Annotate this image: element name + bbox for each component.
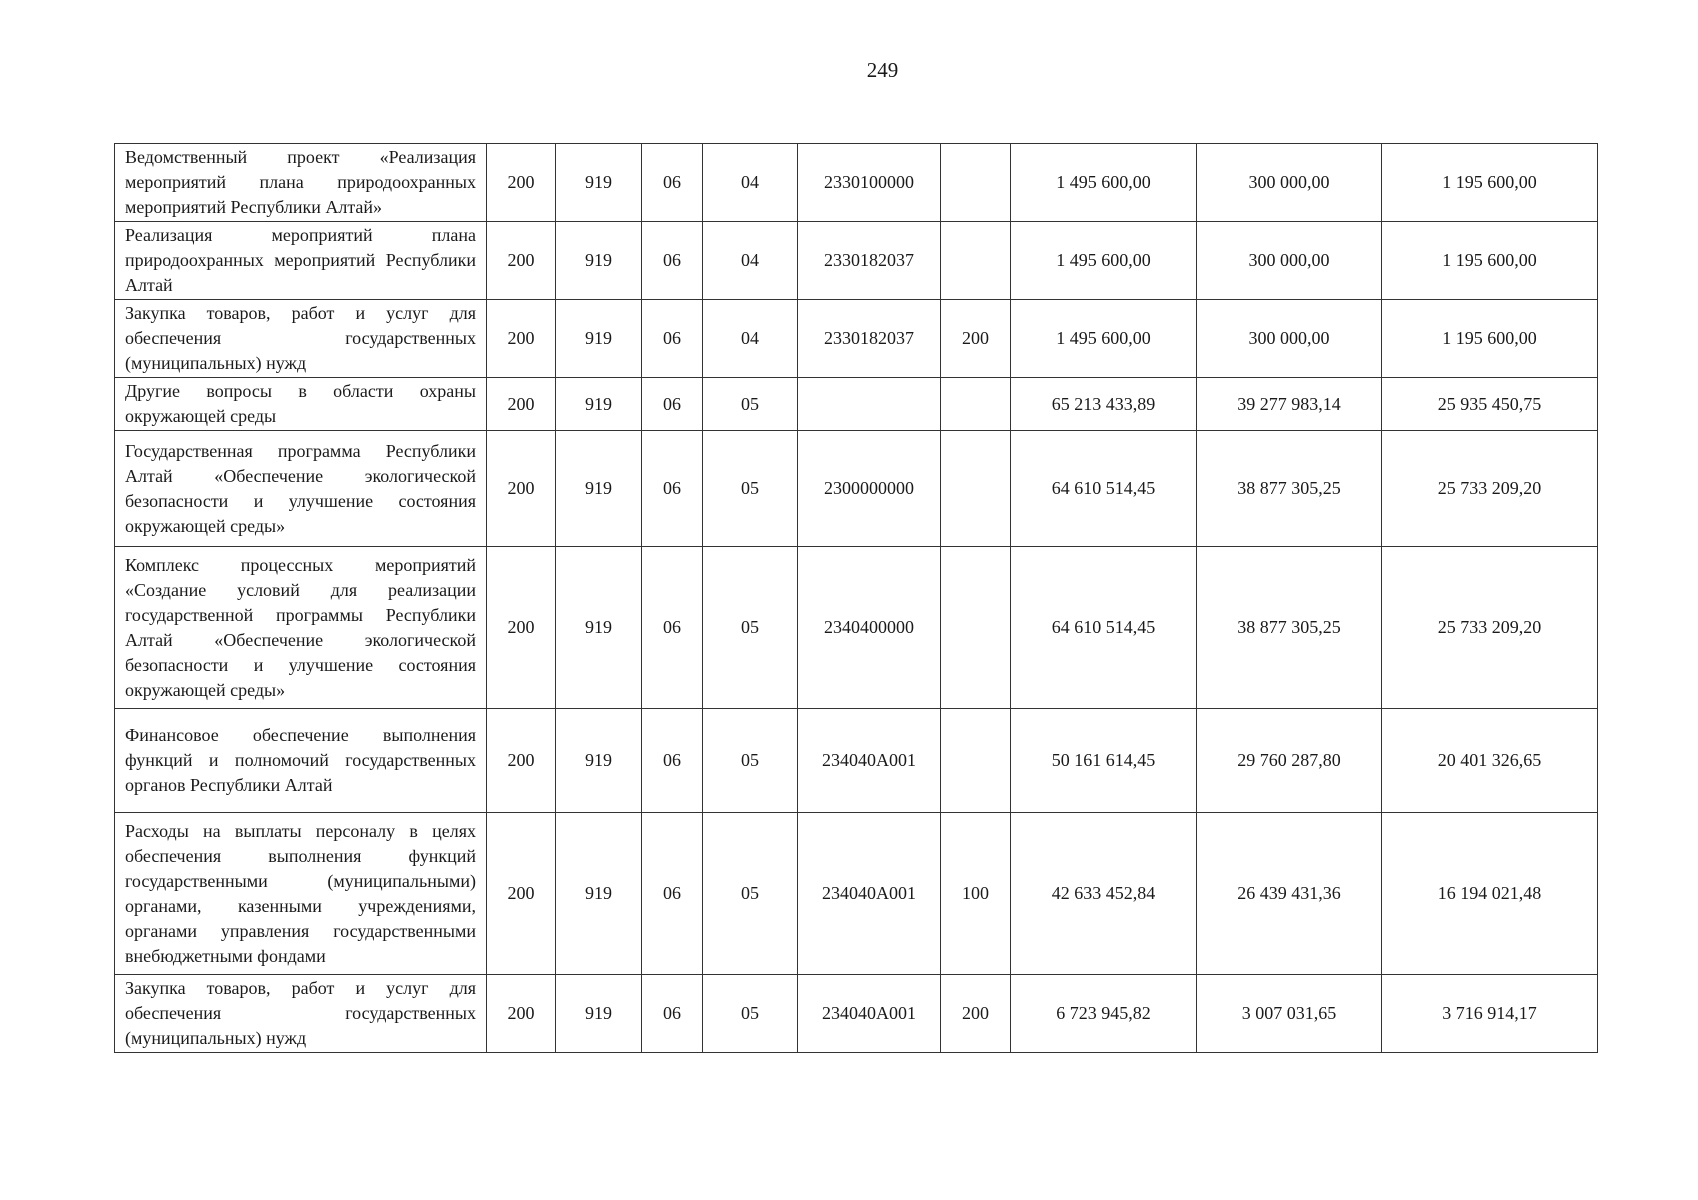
row-code-2: 919 <box>556 813 642 975</box>
row-amount-3: 1 195 600,00 <box>1382 222 1598 300</box>
table-row <box>115 431 1598 547</box>
row-amount-2: 300 000,00 <box>1197 222 1382 300</box>
row-description: Государственная программа Республики Алтай «Обеспечение экологической безопасности и улучшение состояния окружающей среды» <box>115 431 487 547</box>
row-code-1: 200 <box>487 709 556 813</box>
row-code-1: 200 <box>487 222 556 300</box>
row-amount-3: 25 733 209,20 <box>1382 431 1598 547</box>
row-section: 06 <box>642 144 703 222</box>
table-row <box>115 813 1598 975</box>
row-amount-total: 64 610 514,45 <box>1011 431 1197 547</box>
row-code-1: 200 <box>487 144 556 222</box>
row-subsection: 05 <box>703 709 798 813</box>
row-amount-total: 65 213 433,89 <box>1011 378 1197 431</box>
row-amount-total: 42 633 452,84 <box>1011 813 1197 975</box>
row-section: 06 <box>642 222 703 300</box>
row-amount-total: 6 723 945,82 <box>1011 975 1197 1053</box>
row-code-2: 919 <box>556 547 642 709</box>
row-description: Закупка товаров, работ и услуг для обеспечения государственных (муниципальных) нужд <box>115 975 487 1053</box>
row-description: Другие вопросы в области охраны окружающей среды <box>115 378 487 431</box>
row-expense-type: 200 <box>941 975 1011 1053</box>
row-expense-type: 100 <box>941 813 1011 975</box>
row-amount-total: 1 495 600,00 <box>1011 222 1197 300</box>
budget-table <box>114 143 1598 1053</box>
row-expense-type: 200 <box>941 300 1011 378</box>
page-number: 249 <box>866 58 899 82</box>
row-description: Реализация мероприятий плана природоохранных мероприятий Республики Алтай <box>115 222 487 300</box>
row-section: 06 <box>642 547 703 709</box>
row-code-2: 919 <box>556 222 642 300</box>
row-description: Финансовое обеспечение выполнения функций и полномочий государственных органов Республики Алтай <box>115 709 487 813</box>
row-amount-3: 1 195 600,00 <box>1382 144 1598 222</box>
row-amount-2: 39 277 983,14 <box>1197 378 1382 431</box>
row-target-article: 2330182037 <box>798 222 941 300</box>
table-row <box>115 378 1598 431</box>
row-amount-total: 64 610 514,45 <box>1011 547 1197 709</box>
row-target-article: 2300000000 <box>798 431 941 547</box>
row-code-1: 200 <box>487 378 556 431</box>
row-amount-2: 38 877 305,25 <box>1197 547 1382 709</box>
table-row <box>115 547 1598 709</box>
row-target-article <box>798 378 941 431</box>
row-amount-3: 25 935 450,75 <box>1382 378 1598 431</box>
table-row <box>115 144 1598 222</box>
row-amount-total: 1 495 600,00 <box>1011 144 1197 222</box>
table-body <box>115 144 1598 1053</box>
row-subsection: 05 <box>703 975 798 1053</box>
row-description: Ведомственный проект «Реализация мероприятий плана природоохранных мероприятий Республики Алтай» <box>115 144 487 222</box>
row-amount-2: 26 439 431,36 <box>1197 813 1382 975</box>
row-amount-2: 300 000,00 <box>1197 144 1382 222</box>
row-code-2: 919 <box>556 709 642 813</box>
row-description: Закупка товаров, работ и услуг для обеспечения государственных (муниципальных) нужд <box>115 300 487 378</box>
table-row <box>115 709 1598 813</box>
row-section: 06 <box>642 975 703 1053</box>
row-section: 06 <box>642 709 703 813</box>
row-section: 06 <box>642 378 703 431</box>
row-code-1: 200 <box>487 975 556 1053</box>
row-code-1: 200 <box>487 813 556 975</box>
row-target-article: 2330182037 <box>798 300 941 378</box>
row-amount-total: 50 161 614,45 <box>1011 709 1197 813</box>
row-subsection: 04 <box>703 222 798 300</box>
row-amount-3: 20 401 326,65 <box>1382 709 1598 813</box>
row-target-article: 234040А001 <box>798 813 941 975</box>
row-target-article: 234040А001 <box>798 709 941 813</box>
row-amount-3: 1 195 600,00 <box>1382 300 1598 378</box>
row-code-2: 919 <box>556 144 642 222</box>
row-section: 06 <box>642 813 703 975</box>
row-section: 06 <box>642 431 703 547</box>
row-target-article: 2340400000 <box>798 547 941 709</box>
row-subsection: 04 <box>703 300 798 378</box>
row-target-article: 234040А001 <box>798 975 941 1053</box>
row-code-1: 200 <box>487 431 556 547</box>
row-expense-type <box>941 431 1011 547</box>
row-code-2: 919 <box>556 431 642 547</box>
table-row <box>115 975 1598 1053</box>
row-section: 06 <box>642 300 703 378</box>
row-code-1: 200 <box>487 300 556 378</box>
row-description: Комплекс процессных мероприятий «Создание условий для реализации государственной программы Республики Алтай «Обеспечение экологической безопасности и улучшение состояния окружающей среды» <box>115 547 487 709</box>
row-amount-2: 300 000,00 <box>1197 300 1382 378</box>
row-amount-2: 38 877 305,25 <box>1197 431 1382 547</box>
row-amount-2: 29 760 287,80 <box>1197 709 1382 813</box>
row-expense-type <box>941 222 1011 300</box>
row-code-1: 200 <box>487 547 556 709</box>
row-amount-3: 3 716 914,17 <box>1382 975 1598 1053</box>
row-expense-type <box>941 144 1011 222</box>
row-amount-3: 16 194 021,48 <box>1382 813 1598 975</box>
table-row <box>115 222 1598 300</box>
row-subsection: 05 <box>703 547 798 709</box>
row-description: Расходы на выплаты персоналу в целях обеспечения выполнения функций государственными (муниципальными) органами, казенными учреждениями, органами управления государственными внебюджетными фондами <box>115 813 487 975</box>
row-code-2: 919 <box>556 378 642 431</box>
row-subsection: 04 <box>703 144 798 222</box>
row-subsection: 05 <box>703 431 798 547</box>
row-expense-type <box>941 547 1011 709</box>
row-subsection: 05 <box>703 378 798 431</box>
row-code-2: 919 <box>556 300 642 378</box>
table-row <box>115 300 1598 378</box>
row-expense-type <box>941 709 1011 813</box>
row-amount-2: 3 007 031,65 <box>1197 975 1382 1053</box>
row-amount-3: 25 733 209,20 <box>1382 547 1598 709</box>
row-subsection: 05 <box>703 813 798 975</box>
row-amount-total: 1 495 600,00 <box>1011 300 1197 378</box>
row-code-2: 919 <box>556 975 642 1053</box>
row-target-article: 2330100000 <box>798 144 941 222</box>
row-expense-type <box>941 378 1011 431</box>
